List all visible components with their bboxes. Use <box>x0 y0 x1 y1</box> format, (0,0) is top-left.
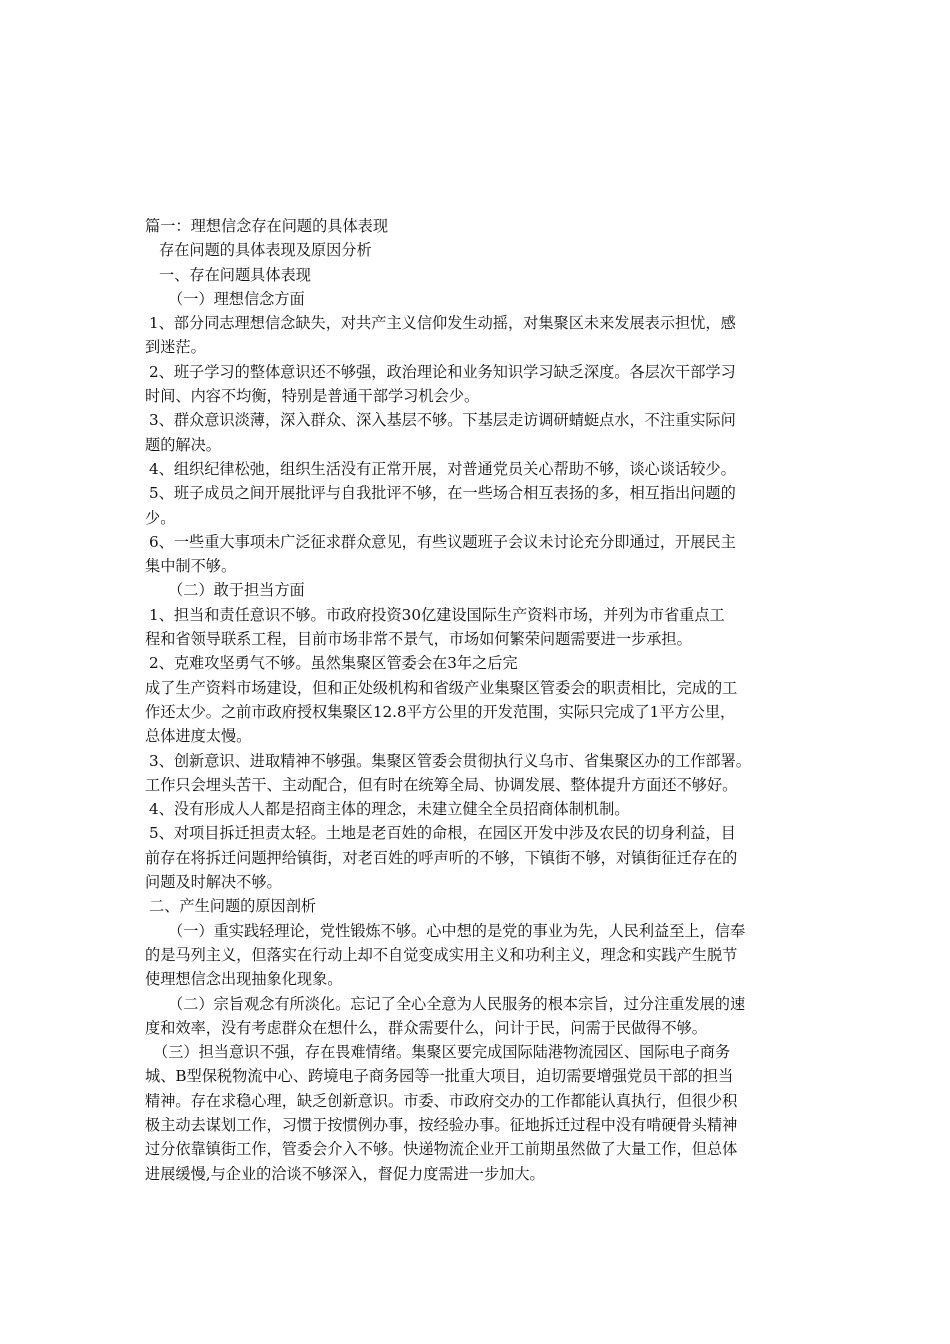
paragraph-line: 1、担当和责任意识不够。市政府投资30亿建设国际生产资料市场，并列为市省重点工 <box>149 605 725 624</box>
paragraph-line: 集中制不够。 <box>145 557 237 576</box>
paragraph-line: （一）重实践轻理论，党性锻炼不够。心中想的是党的事业为先，人民利益至上，信奉 <box>168 921 746 940</box>
paragraph-line: 极主动去谋划工作，习惯于按惯例办事，按经验办事。征地拆迁过程中没有啃硬骨头精神 <box>145 1115 738 1134</box>
paragraph-line: 问题及时解决不够。 <box>145 873 282 892</box>
paragraph-line: 5、对项目拆迁担责太轻。土地是老百姓的命根，在园区开发中涉及农民的切身利益，目 <box>149 824 736 843</box>
part-heading: 二、产生问题的原因剖析 <box>149 897 317 916</box>
paragraph-line: 2、克难攻坚勇气不够。虽然集聚区管委会在3年之后完 <box>149 654 518 673</box>
paragraph-line: 2、班子学习的整体意识还不够强，政治理论和业务知识学习缺乏深度。各层次干部学习 <box>149 362 736 381</box>
paragraph-line: 进展缓慢,与企业的洽谈不够深入，督促力度需进一步加大。 <box>145 1164 545 1183</box>
paragraph-line: 前存在将拆迁问题押给镇街，对老百姓的呼声听的不够，下镇街不够，对镇街征迁存在的 <box>145 848 738 867</box>
document-page <box>145 214 817 1186</box>
paragraph-line: 3、群众意识淡薄，深入群众、深入基层不够。下基层走访调研蜻蜓点水，不注重实际问 <box>149 411 736 430</box>
paragraph-line: 工作只会埋头苦干、主动配合，但有时在统筹全局、协调发展、整体提升方面还不够好。 <box>145 775 738 794</box>
paragraph-line: （二）宗旨观念有所淡化。忘记了全心全意为人民服务的根本宗旨，过分注重发展的速 <box>168 994 746 1013</box>
paragraph-line: 过分依靠镇街工作，管委会介入不够。快递物流企业开工前期虽然做了大量工作，但总体 <box>145 1140 738 1159</box>
paragraph-line: 使理想信念出现抽象化现象。 <box>145 970 343 989</box>
paragraph-line: 程和省领导联系工程，目前市场非常不景气，市场如何繁荣问题需要进一步承担。 <box>145 630 692 649</box>
subsection-heading: （一）理想信念方面 <box>168 289 305 308</box>
paragraph-line: 5、班子成员之间开展批评与自我批评不够，在一些场合相互表扬的多，相互指出问题的 <box>149 484 736 503</box>
paragraph-line: 作还太少。之前市政府授权集聚区12.8平方公里的开发范围，实际只完成了1平方公里， <box>145 702 736 721</box>
paragraph-line: 城、B型保税物流中心、跨境电子商务园等一批重大项目，迫切需要增强党员干部的担当 <box>145 1067 734 1086</box>
paragraph-line: 的是马列主义，但落实在行动上却不自觉变成实用主义和功利主义，理念和实践产生脱节 <box>145 945 738 964</box>
paragraph-line: 1、部分同志理想信念缺失，对共产主义信仰发生动摇，对集聚区未来发展表示担忧，感 <box>149 314 736 333</box>
paragraph-line: 6、一些重大事项未广泛征求群众意见，有些议题班子会议未讨论充分即通过，开展民主 <box>149 532 736 551</box>
part-heading: 一、存在问题具体表现 <box>159 265 311 284</box>
section-heading: 存在问题的具体表现及原因分析 <box>159 241 372 260</box>
paragraph-line: 成了生产资料市场建设，但和正处级机构和省级产业集聚区管委会的职责相比，完成的工 <box>145 678 738 697</box>
paragraph-line: 精神。存在求稳心理，缺乏创新意识。市委、市政府交办的工作都能认真执行，但很少积 <box>145 1091 738 1110</box>
paragraph-line: 度和效率，没有考虑群众在想什么，群众需要什么，问计于民，问需于民做得不够。 <box>145 1018 707 1037</box>
paragraph-line: 4、组织纪律松弛，组织生活没有正常开展，对普通党员关心帮助不够，谈心谈话较少。 <box>149 459 736 478</box>
paragraph-line: 3、创新意识、进取精神不够强。集聚区管委会贯彻执行义乌市、省集聚区办的工作部署。 <box>149 751 751 770</box>
paragraph-line: （三）担当意识不强，存在畏难情绪。集聚区要完成国际陆港物流园区、国际电子商务 <box>153 1043 731 1062</box>
paragraph-line: 少。 <box>145 508 176 527</box>
document-title: 篇一：理想信念存在问题的具体表现 <box>145 217 388 235</box>
paragraph-line: 4、没有形成人人都是招商主体的理念，未建立健全全员招商体制机制。 <box>149 800 630 819</box>
paragraph-line: 到迷茫。 <box>145 338 206 357</box>
paragraph-line: 总体进度太慢。 <box>145 727 252 746</box>
paragraph-line: 时间、内容不均衡，特别是普通干部学习机会少。 <box>145 387 480 406</box>
subsection-heading: （二）敢于担当方面 <box>168 581 305 600</box>
paragraph-line: 题的解决。 <box>145 435 221 454</box>
